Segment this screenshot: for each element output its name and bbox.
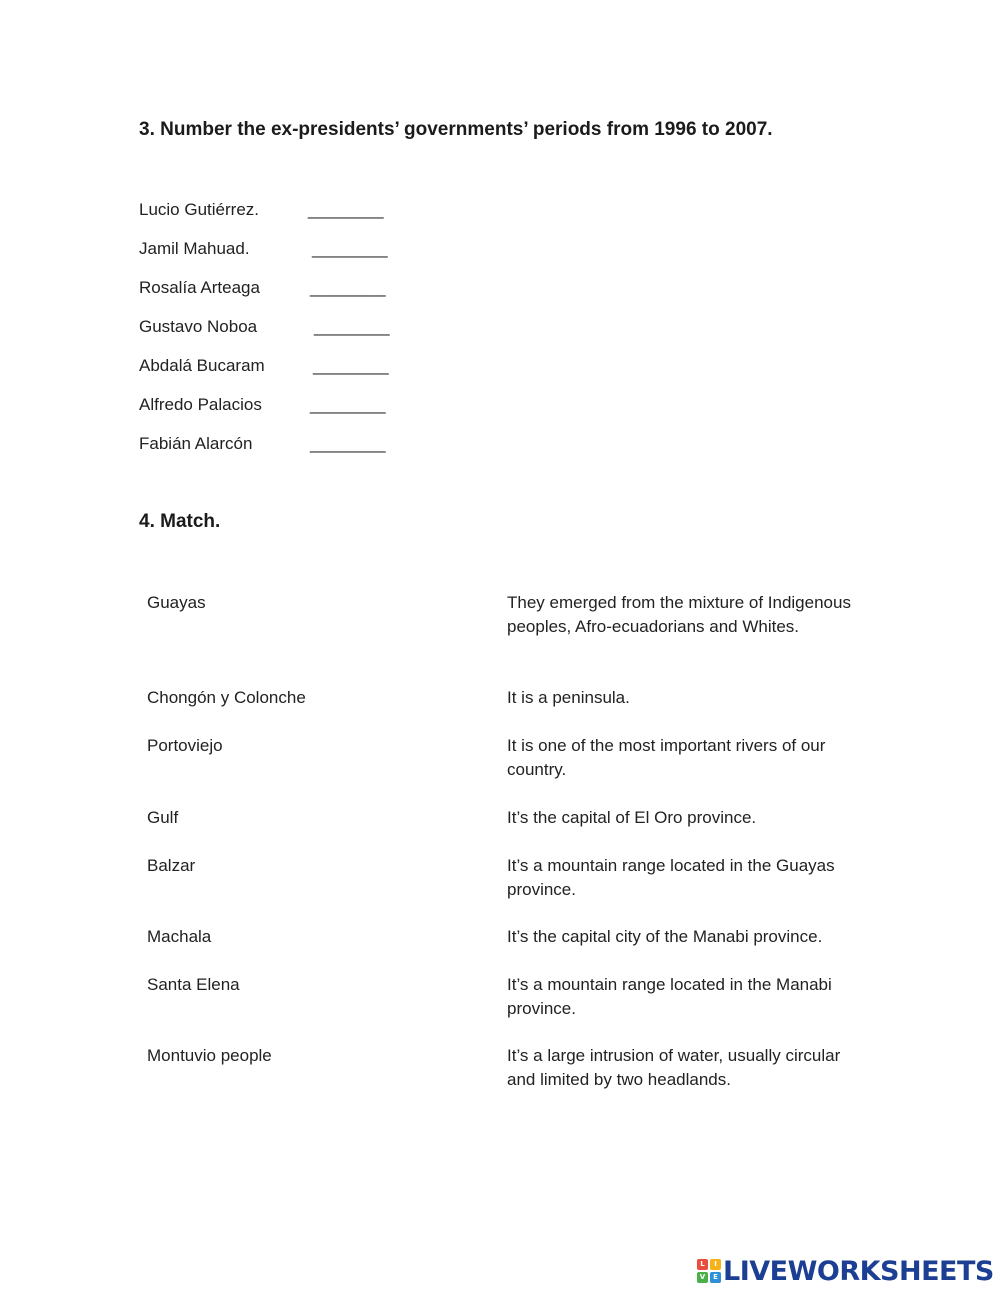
match-term[interactable]: Portoviejo bbox=[147, 736, 223, 755]
match-term[interactable]: Santa Elena bbox=[147, 975, 240, 994]
answer-blank[interactable]: ________ bbox=[314, 317, 390, 336]
match-definition[interactable]: It’s a large intrusion of water, usually circular and limited by two headlands. bbox=[507, 1046, 841, 1089]
president-name: Fabián Alarcón bbox=[139, 434, 253, 453]
president-name: Gustavo Noboa bbox=[139, 317, 258, 336]
logo-letter-v: V bbox=[697, 1272, 708, 1283]
match-definition[interactable]: It is a peninsula. bbox=[507, 688, 630, 707]
president-name: Alfredo Palacios bbox=[139, 395, 262, 414]
match-definition[interactable]: It’s a mountain range located in the Guayas province. bbox=[507, 856, 835, 899]
answer-blank[interactable]: ________ bbox=[310, 395, 386, 414]
president-name: Lucio Gutiérrez. bbox=[139, 200, 259, 219]
match-term[interactable]: Balzar bbox=[147, 856, 196, 875]
match-definition[interactable]: It’s the capital of El Oro province. bbox=[507, 808, 757, 827]
match-term[interactable]: Gulf bbox=[147, 808, 179, 827]
match-term[interactable]: Machala bbox=[147, 927, 212, 946]
logo-letter-e: E bbox=[710, 1272, 721, 1283]
section-4-title: 4. Match. bbox=[139, 511, 221, 532]
president-name: Rosalía Arteaga bbox=[139, 278, 260, 297]
match-definition[interactable]: They emerged from the mixture of Indigenous peoples, Afro-ecuadorians and Whites. bbox=[507, 593, 851, 636]
answer-blank[interactable]: ________ bbox=[310, 434, 386, 453]
president-name: Abdalá Bucaram bbox=[139, 356, 265, 375]
match-definition[interactable]: It’s a mountain range located in the Manabi province. bbox=[507, 975, 832, 1018]
match-definition[interactable]: It’s the capital city of the Manabi province. bbox=[507, 927, 823, 946]
liveworksheets-logo-icon bbox=[697, 1259, 721, 1283]
match-term[interactable]: Guayas bbox=[147, 593, 206, 612]
president-name: Jamil Mahuad. bbox=[139, 239, 250, 258]
liveworksheets-brand bbox=[697, 1256, 994, 1286]
section-3-title: 3. Number the ex-presidents’ governments’ periods from 1996 to 2007. bbox=[139, 119, 773, 140]
brand-name: LIVEWORKSHEETS bbox=[723, 1255, 994, 1287]
match-term[interactable]: Chongón y Colonche bbox=[147, 688, 306, 707]
answer-blank[interactable]: ________ bbox=[308, 200, 384, 219]
answer-blank[interactable]: ________ bbox=[310, 278, 386, 297]
answer-blank[interactable]: ________ bbox=[313, 356, 389, 375]
match-term[interactable]: Montuvio people bbox=[147, 1046, 272, 1065]
match-definition[interactable]: It is one of the most important rivers of our country. bbox=[507, 736, 826, 779]
logo-letter-l: L bbox=[697, 1259, 708, 1270]
logo-letter-i: I bbox=[710, 1259, 721, 1270]
answer-blank[interactable]: ________ bbox=[312, 239, 388, 258]
